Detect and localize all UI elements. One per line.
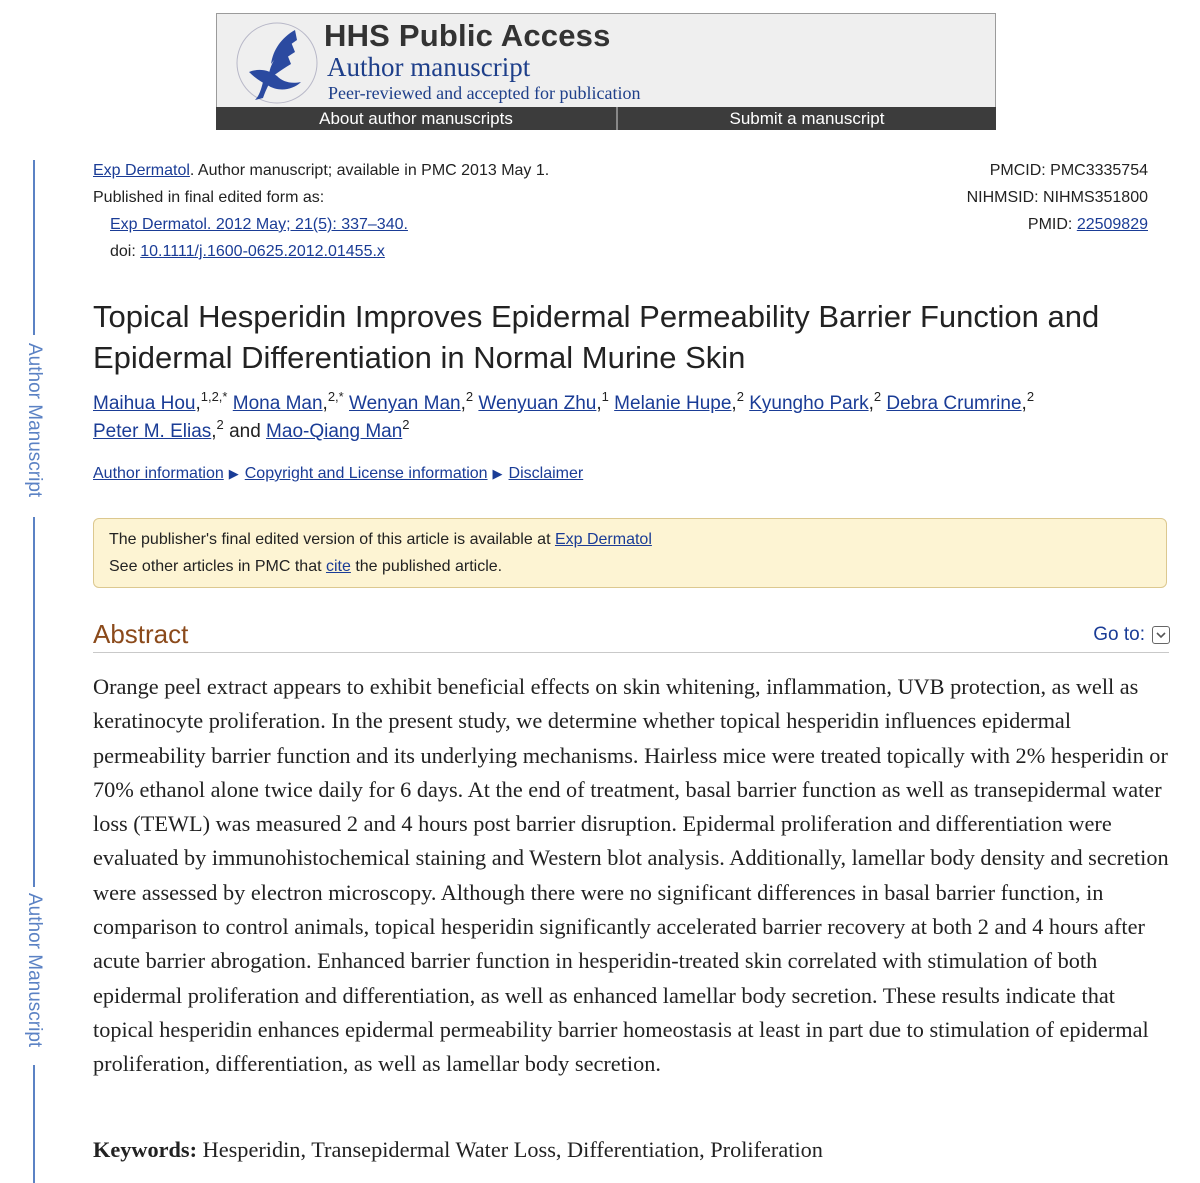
abstract-text: Orange peel extract appears to exhibit beneficial effects on skin whitening, inflammation, UVB protection, as well as keratinocyte proliferation. In the present study, we determine whether topical hesperidin influences epidermal permeability barrier function and its underlying mechanisms. Hairless mice were treated topically with 2% hesperidin or 70% ethanol alone twice daily for 6 days. At the end of treatment, basal barrier function as well as transepidermal water loss (TEWL) was measured 2 and 4 hours post barrier disruption. Epidermal proliferation and differentiation were evaluated by immunohistochemical staining and Western blot analysis. Additionally, lamellar body density and secretion were assessed by electron microscopy. Although there were no significant differences in basal barrier function, in comparison to control animals, topical hesperidin significantly accelerated barrier recovery at both 2 and 4 hours after acute barrier abrogation. Enhanced barrier function in hesperidin-treated skin correlated with stimulation of both epidermal proliferation and differentiation, as well as enhanced lamellar body secretion. These results indicate that topical hesperidin enhances epidermal permeability barrier homeostasis at least in part due to stimulation of epidermal proliferation, differentiation, as well as lamellar body secretion.	[93, 674, 1169, 1077]
author-affil: 2	[402, 417, 410, 432]
author-link[interactable]: Mona Man	[232, 393, 323, 414]
author-link[interactable]: Peter M. Elias	[93, 421, 212, 442]
banner-header	[216, 13, 996, 108]
doi-label: doi:	[110, 243, 141, 260]
author-link[interactable]: Mao-Qiang Man	[266, 421, 403, 442]
side-label-author-manuscript: Author Manuscript	[24, 893, 45, 1048]
pmcid: PMCID: PMC3335754	[989, 162, 1148, 179]
submit-manuscript-button[interactable]: Submit a manuscript	[729, 109, 885, 128]
author-affil: 2	[216, 417, 224, 432]
side-label-author-manuscript: Author Manuscript	[24, 343, 45, 498]
publisher-notice	[93, 518, 1167, 588]
published-as-text: Published in final edited form as:	[93, 189, 325, 206]
keywords-label: Keywords:	[93, 1137, 198, 1162]
authors-and: and	[229, 421, 261, 442]
arrow-right-icon: ▶	[228, 466, 239, 481]
author-affil: 1,2,*	[200, 389, 228, 404]
notice-text: See other articles in PMC that	[109, 558, 326, 575]
article-ids	[967, 161, 1148, 242]
arrow-right-icon: ▶	[492, 466, 503, 481]
hhs-eagle-logo-icon	[233, 20, 321, 106]
keywords	[93, 1135, 1173, 1165]
journal-link[interactable]: Exp Dermatol	[93, 162, 190, 179]
availability-text: . Author manuscript; available in PMC 2013 May 1.	[189, 162, 550, 179]
nihmsid: NIHMSID: NIHMS351800	[966, 189, 1148, 206]
side-rule	[33, 517, 35, 887]
author-affil: 2	[736, 389, 744, 404]
author-link[interactable]: Wenyuan Zhu	[478, 393, 597, 414]
cite-link[interactable]: cite	[325, 558, 351, 575]
hhs-banner	[216, 13, 996, 130]
author-link[interactable]: Debra Crumrine	[886, 393, 1022, 414]
goto-label: Go to:	[1093, 624, 1145, 645]
chevron-down-icon[interactable]	[1152, 626, 1170, 644]
pmid-link[interactable]: 22509829	[1076, 216, 1148, 233]
author-affil: 2	[873, 389, 882, 404]
info-links	[93, 465, 583, 483]
author-affil: 2,*	[327, 389, 344, 404]
author-link[interactable]: Kyungho Park	[749, 393, 869, 414]
author-affil: 2	[1026, 389, 1035, 404]
author-link[interactable]: Wenyan Man	[349, 393, 461, 414]
article-title: Topical Hesperidin Improves Epidermal Permeability Barrier Function and Epidermal Differentiation in Normal Murine Skin	[93, 299, 1100, 375]
doi-line	[93, 242, 549, 269]
notice-text: the published article.	[350, 558, 503, 575]
disclaimer-link[interactable]: Disclaimer	[508, 465, 584, 482]
final-ref-line	[93, 215, 549, 242]
banner-title: HHS Public Access	[324, 18, 611, 53]
author-information-link[interactable]: Author information	[93, 465, 224, 482]
keywords-values: Hesperidin, Transepidermal Water Loss, Differentiation, Proliferation	[202, 1137, 823, 1162]
publisher-journal-link[interactable]: Exp Dermatol	[554, 531, 652, 548]
author-affil: 1	[601, 389, 609, 404]
about-author-manuscripts-button[interactable]: About author manuscripts	[216, 107, 618, 130]
notice-text: The publisher's final edited version of this article is available at	[109, 531, 555, 548]
abstract-heading: Abstract	[93, 619, 189, 649]
pmid-label: PMID:	[1027, 216, 1077, 233]
doi-link[interactable]: 10.1111/j.1600-0625.2012.01455.x	[140, 243, 385, 260]
final-ref-link[interactable]: Exp Dermatol. 2012 May; 21(5): 337–340.	[110, 216, 408, 233]
goto-menu[interactable]	[1093, 624, 1170, 646]
abstract-divider	[93, 652, 1169, 653]
author-link[interactable]: Melanie Hupe	[614, 393, 732, 414]
banner-subtitle: Author manuscript	[327, 52, 531, 82]
copyright-license-link[interactable]: Copyright and License information	[244, 465, 488, 482]
author-affil: 2	[465, 389, 474, 404]
pmid-line	[967, 215, 1148, 242]
author-list: Maihua Hou,$^{1,2,*}$ Mona Man,$^{2,*}$ Wenyan Man,$^2$ Wenyuan Zhu,$^1$ Melanie Hupe,$^2$ Kyungho Park,$^2$ Debra Crumrine,$^2$ Peter M. Elias,$^2$ and Mao-Qiang Man$^2$	[93, 389, 1035, 442]
citation-block	[93, 161, 549, 269]
banner-nav-bar	[216, 107, 996, 130]
side-rule	[33, 1065, 35, 1183]
citation-line	[93, 161, 549, 188]
author-link[interactable]: Maihua Hou	[93, 393, 196, 414]
banner-note: Peer-reviewed and accepted for publication	[328, 83, 641, 103]
side-rule	[33, 160, 35, 335]
notice-line	[109, 531, 652, 549]
notice-line	[109, 558, 502, 576]
